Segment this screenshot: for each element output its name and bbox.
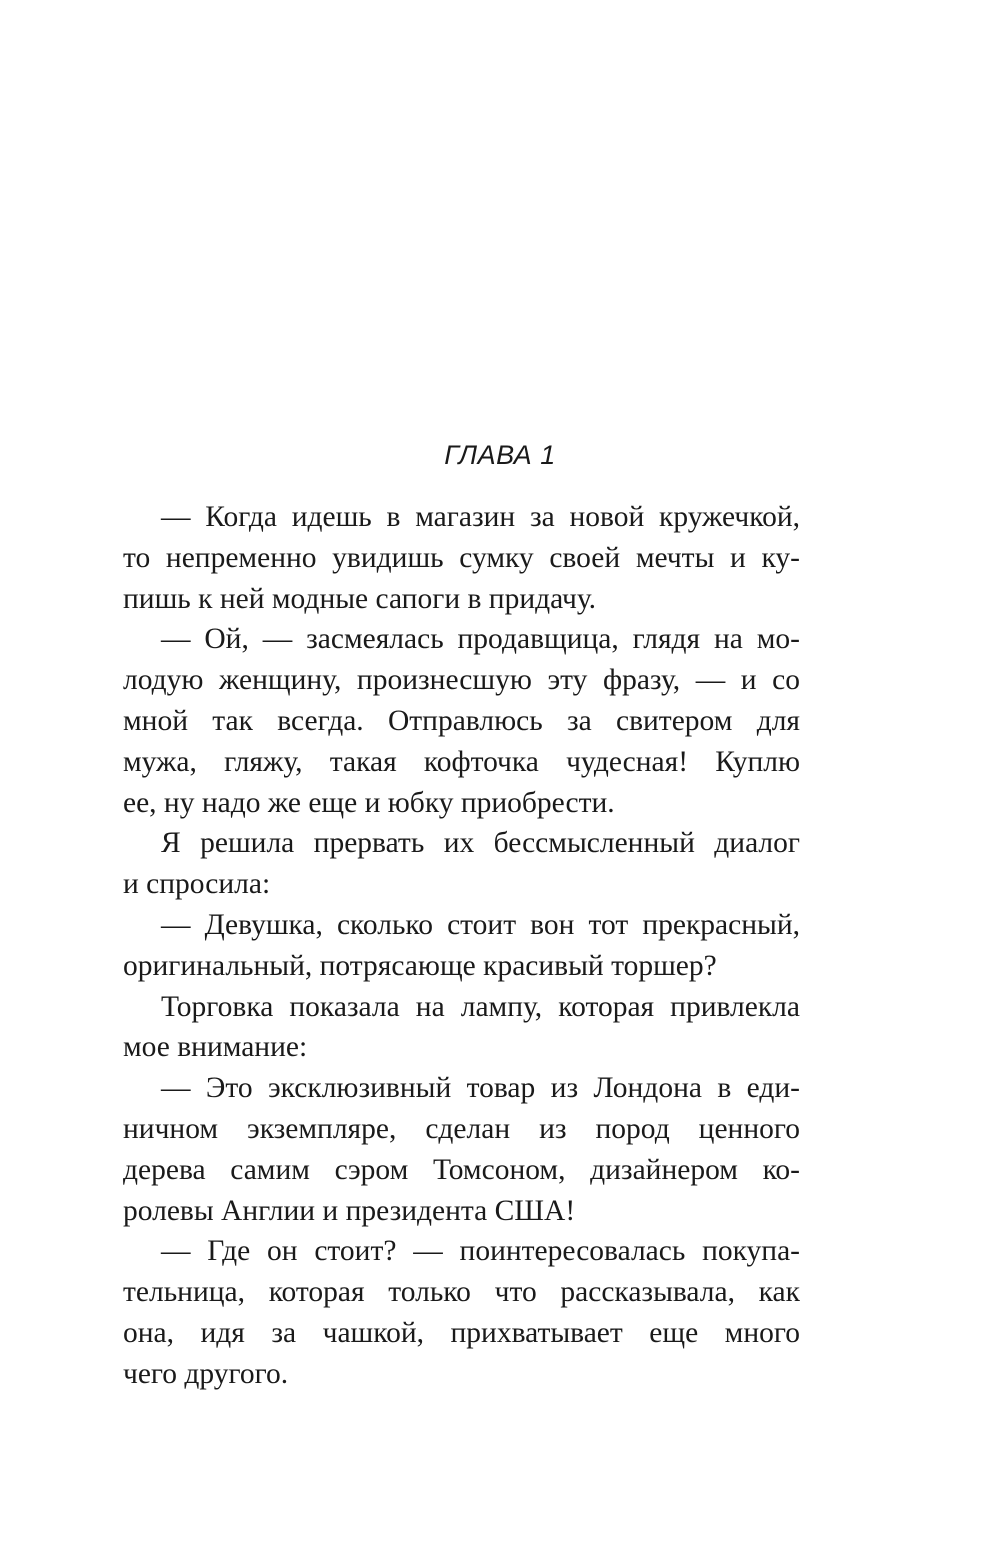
paragraph-line: оригинальный, потрясающе красивый торшер? bbox=[123, 949, 717, 982]
chapter-body bbox=[123, 497, 800, 1395]
paragraph-line: чего другого. bbox=[123, 1357, 289, 1390]
paragraph-line: она, идя за чашкой, прихватывает еще много bbox=[123, 1316, 800, 1349]
paragraph-line: дерева самим сэром Томсоном, дизайнером ко- bbox=[123, 1153, 800, 1186]
paragraph-line: ничном экземпляре, сделан из пород ценного bbox=[123, 1112, 800, 1145]
paragraph-line: и спросила: bbox=[123, 868, 271, 901]
chapter-title: ГЛАВА 1 bbox=[444, 440, 556, 470]
paragraph-line: — Где он стоит? — поинтересовалась покупа- bbox=[161, 1235, 800, 1268]
paragraph-line: ее, ну надо же еще и юбку приобрести. bbox=[123, 786, 615, 819]
paragraph-line: Торговка показала на лампу, которая привлекла bbox=[161, 990, 800, 1023]
paragraph-line: — Когда идешь в магазин за новой кружечкой, bbox=[161, 501, 800, 533]
paragraph-line: тельница, которая только что рассказывала, как bbox=[123, 1276, 800, 1309]
paragraph-line: — Девушка, сколько стоит вон тот прекрасный, bbox=[161, 908, 800, 941]
paragraph-line: — Ой, — засмеялась продавщица, глядя на мо- bbox=[161, 623, 800, 656]
paragraph-line: мужа, гляжу, такая кофточка чудесная! Куплю bbox=[123, 745, 800, 778]
paragraph-line: пишь к ней модные сапоги в придачу. bbox=[123, 582, 597, 615]
paragraph-line: то непременно увидишь сумку своей мечты и ку- bbox=[123, 541, 800, 574]
paragraph-line: мной так всегда. Отправлюсь за свитером для bbox=[123, 704, 800, 737]
paragraph-line: мое внимание: bbox=[123, 1031, 308, 1064]
paragraph-line: — Это эксклюзивный товар из Лондона в еди- bbox=[161, 1072, 800, 1105]
paragraph-line: ролевы Англии и президента США! bbox=[123, 1194, 576, 1227]
paragraph-line: Я решила прервать их бессмысленный диалог bbox=[161, 827, 800, 860]
paragraph-line: лодую женщину, произнесшую эту фразу, — и со bbox=[123, 664, 800, 697]
